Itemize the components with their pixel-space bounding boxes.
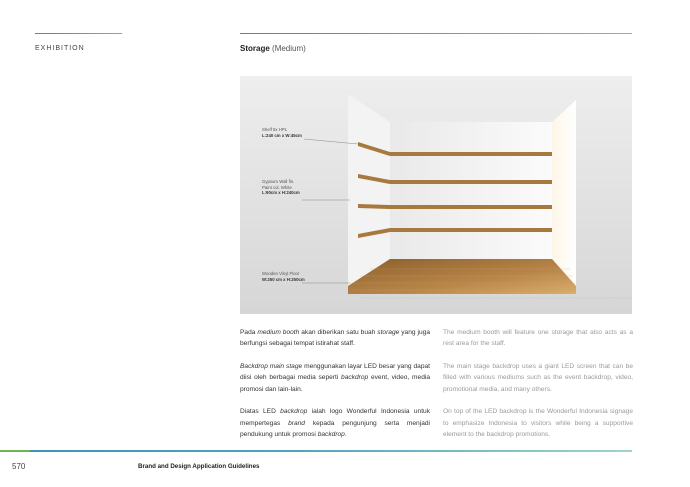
callout-shelf [262,127,302,138]
indonesian-text-column [240,327,430,452]
page-title [240,44,306,53]
footer-rule [0,450,632,452]
callout-wall-dimension: L:90cm x H:240cm [262,190,300,195]
paragraph-en-1: The medium booth will feature one storage that also acts as a rest area for the staff. [443,329,633,348]
paragraph-id-3: Diatas LED backdrop ialah logo Wonderful Indonesia untuk mempertegas brand kepada pengunjung serta menjadi pendukung untuk promosi backdrop. [240,408,430,439]
right-wall [552,100,576,286]
callout-shelf-label: Shelf 5x HPL [262,127,288,132]
callout-wall-label: Gypsum Wall fin. [262,179,295,184]
header-rule-right [240,33,632,34]
footer-title: Brand and Design Application Guidelines [138,463,260,470]
page-title-variant: (Medium) [272,44,306,53]
callout-wall [262,179,300,196]
english-text-column [443,327,633,452]
page-number: 570 [12,462,26,471]
callout-floor [262,271,305,282]
paragraph-id-1: Pada medium booth akan diberikan satu buah storage yang juga berfungsi sebagai tempat istirahat staff. [240,329,430,348]
back-wall [390,122,552,259]
storage-booth-render [240,76,632,314]
header-rule-left [35,33,122,34]
callout-floor-dimension: W:250 cm x H:250cm [262,276,305,282]
callout-wall-paint: Paint col. White [262,184,292,190]
callout-floor-label: Wooden Vinyl Floor [262,271,300,276]
paragraph-en-3: On top of the LED backdrop is the Wonderful Indonesia signage to emphasize Indonesia to visitors while being a supportive element to the backdrop promotions. [443,408,633,439]
callout-shelf-dimension: L:240 cm x W:45cm [262,132,302,138]
paragraph-en-2: The main stage backdrop uses a giant LED screen that can be filled with various mediums such as the event backdrop, video, promotional media, and many others. [443,363,633,393]
page-title-main: Storage [240,44,270,53]
section-label: EXHIBITION [35,45,85,52]
left-wall [348,94,390,286]
wooden-floor [348,259,576,294]
paragraph-id-2: Backdrop main stage menggunakan layar LED besar yang dapat diisi oleh berbagai media seperti backdrop event, video, media promosi dan lain-lain. [240,363,430,393]
